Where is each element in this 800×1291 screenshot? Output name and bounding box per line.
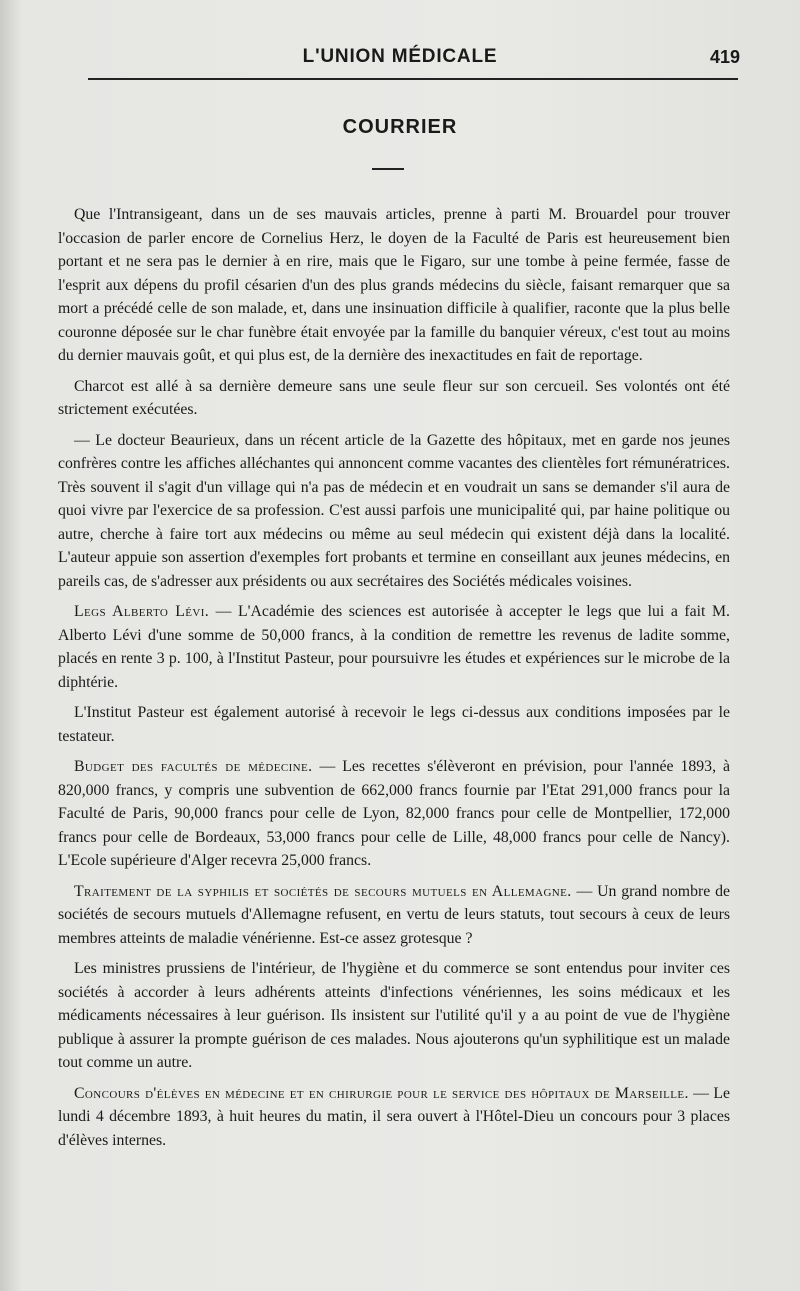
running-head <box>60 44 740 74</box>
paragraph-text: — Un grand nombre de sociétés de secours mutuels d'Allemagne refusent, en vertu de leurs statuts, tout secours à ceux de leurs membres atteints de maladie vénérienne. Est-ce assez grotesque ? <box>58 882 730 947</box>
paragraph-text: — Le lundi 4 décembre 1893, à huit heures du matin, il sera ouvert à l'Hôtel-Dieu un concours pour 3 places d'élèves internes. <box>58 1084 730 1149</box>
paragraph-text: Que l'Intransigeant, dans un de ses mauvais articles, prenne à parti M. Brouardel pour trouver l'occasion de parler encore de Cornelius Herz, le doyen de la Faculté de Paris est heureusement bien portant et ne sera pas le dernier à en rire, mais que le Figaro, sur une tombe à peine fermée, fasse de l'esprit aux dépens du profil césarien d'un des plus grands médecins du siècle, faisant remarquer que sa mort a précédé celle de son malade, et, dans une insinuation difficile à qualifier, raconte que la plus belle couronne déposée sur le char funèbre était envoyée par la famille du banquier véreux, c'est tout au moins du dernier mauvais goût, et qui plus est, de la dernière des inexactitudes en fait de reportage. <box>58 206 730 364</box>
paragraph-institut-pasteur <box>58 701 730 748</box>
paragraph-traitement-syphilis <box>58 880 730 951</box>
paragraph-ministres-prussiens <box>58 957 730 1075</box>
page-number: 419 <box>709 47 740 67</box>
paragraph-lead: Traitement de la syphilis et sociétés de secours mutuels en Allemagne. <box>74 882 572 900</box>
paragraph-text: — Le docteur Beaurieux, dans un récent article de la Gazette des hôpitaux, met en garde nos jeunes confrères contre les affiches alléchantes qui annoncent comme vacantes des clientèles fort rémunératrices. Très souvent il s'agit d'un village qui n'a pas de médecin et en voudrait un sans se demander s'il aura de quoi vivre par l'exercice de sa profession. C'est aussi parfois une municipalité qui, par haine politique ou autre, cherche à faire tort aux médecins ou même au seul médecin qui existent déjà dans la localité. L'auteur appuie son assertion d'exemples fort probants et termine en conseillant aux jeunes médecins, en pareils cas, de s'adresser aux présidents ou aux secrétaires des Sociétés médicales voisines. <box>58 431 730 590</box>
paragraph-charcot <box>58 375 730 422</box>
paragraph-lead: Legs Alberto Lévi. <box>74 603 210 620</box>
paragraph-concours-marseille <box>58 1082 730 1153</box>
paragraph-intransigeant <box>58 203 730 368</box>
paragraph-lead: Budget des facultés de médecine. <box>74 758 313 775</box>
header-rule <box>88 78 738 80</box>
title-rule <box>372 168 404 170</box>
paragraph-beaurieux <box>58 429 730 594</box>
paragraph-budget-facultes <box>58 755 730 873</box>
paragraph-text: Les ministres prussiens de l'intérieur, de l'hygiène et du commerce se sont entendus pour inviter ces sociétés à accorder à leurs adhérents atteints d'infections vénériennes, les soins médicaux et les médicaments nécessaires à leur guérison. Ils insistent sur l'utilité qu'il y a au point de vue de l'hygiène publique à assurer la prompte guérison de ces malades. Nous ajouterons qu'un syphilitique est un malade tout comme un autre. <box>58 960 730 1071</box>
section-title: COURRIER <box>342 116 458 138</box>
paragraph-text: — L'Académie des sciences est autorisée à accepter le legs que lui a fait M. Alberto Lévi d'une somme de 50,000 francs, à la condition de remettre les revenus de ladite somme, placés en rente 3 p. 100, à l'Institut Pasteur, pour poursuivre les études et expériences sur le microbe de la diphtérie. <box>58 603 730 691</box>
paragraph-text: — Les recettes s'élèveront en prévision, pour l'année 1893, à 820,000 francs, y compris une subvention de 662,000 francs fournie par l'Etat 291,000 francs pour la Faculté de Paris, 90,000 francs pour celle de Lyon, 82,000 francs pour celle de Montpellier, 172,000 francs pour celle de Bordeaux, 53,000 francs pour celle de Lille, 48,000 francs pour celle de Nancy). L'Ecole supérieure d'Alger recevra 25,000 francs. <box>58 758 730 869</box>
paragraph-lead: Concours d'élèves en médecine et en chirurgie pour le service des hôpitaux de Marseille. <box>74 1084 689 1102</box>
paragraph-text: L'Institut Pasteur est également autorisé à recevoir le legs ci-dessus aux conditions imposées par le testateur. <box>58 704 730 745</box>
paragraph-text: Charcot est allé à sa dernière demeure sans une seule fleur sur son cercueil. Ses volontés ont été strictement exécutées. <box>58 377 730 418</box>
paragraph-legs-alberto-levi <box>58 600 730 694</box>
article-body <box>58 203 730 1152</box>
journal-title: L'UNION MÉDICALE <box>302 46 498 67</box>
